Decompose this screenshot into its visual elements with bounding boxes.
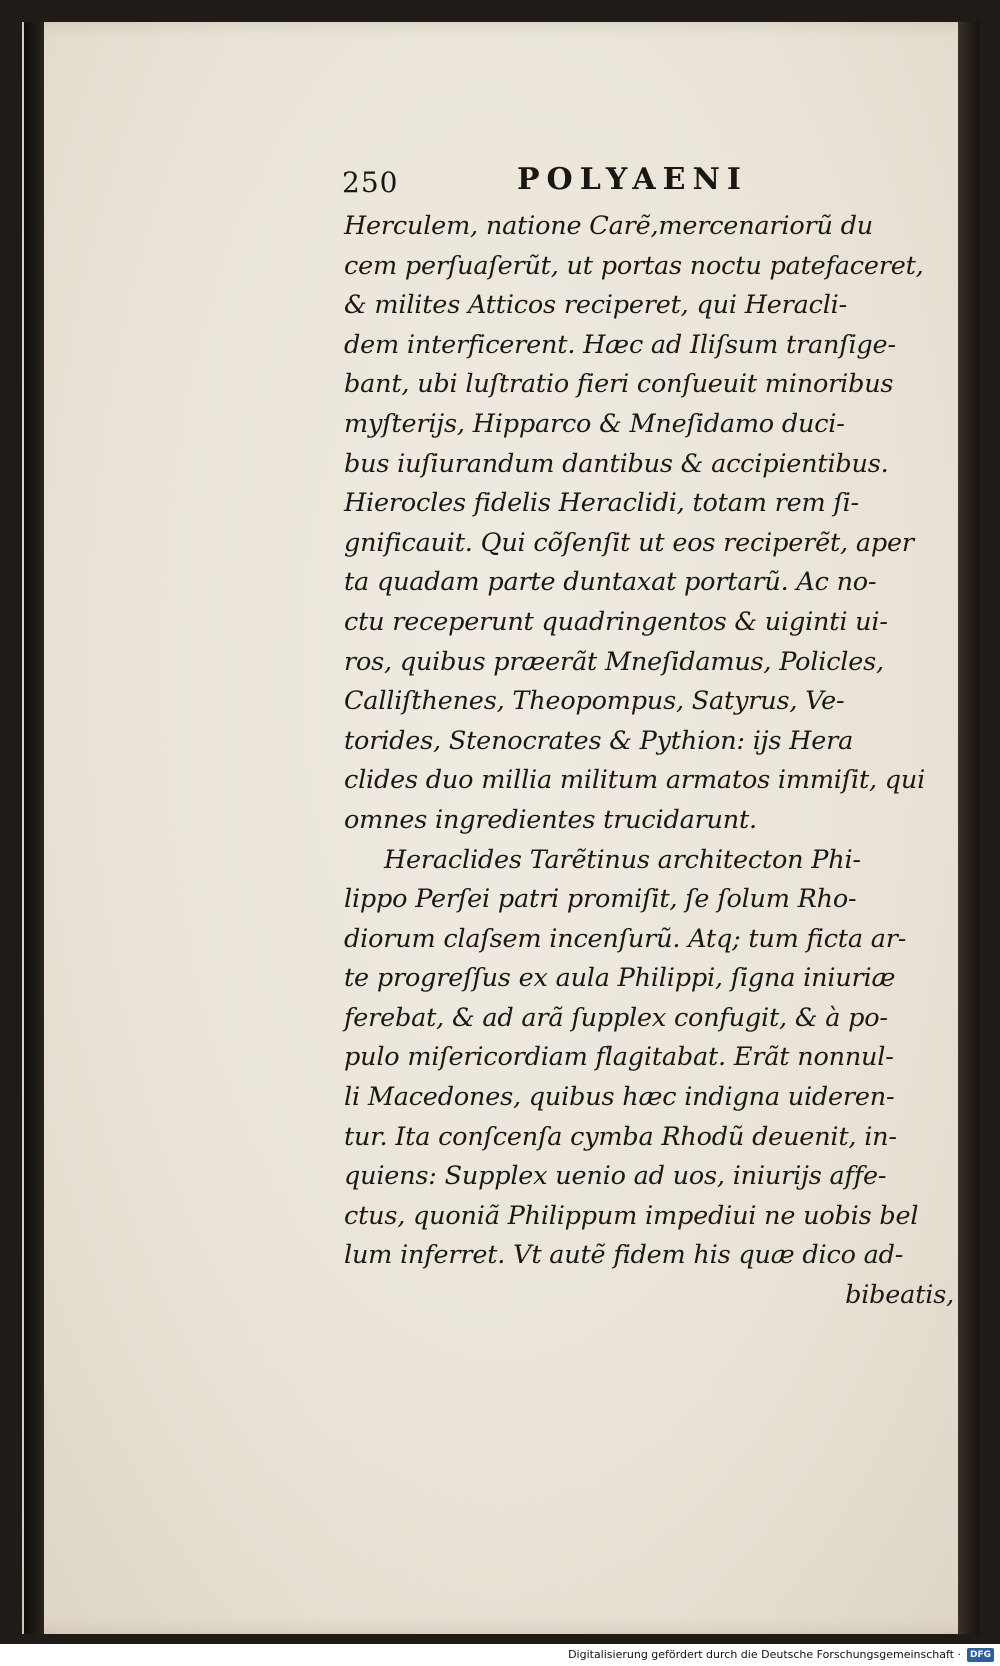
text-line: Calliſthenes, Theopompus, Satyrus, Ve- (344, 686, 845, 717)
text-line: tur. Ita conſcenſa cymba Rhodũ deuenit, in- (344, 1121, 897, 1152)
text-line: gnificauit. Qui cõſenſit ut eos reciperẽt, aper (344, 527, 914, 558)
running-head: POLYAENI (517, 162, 748, 197)
text-line: bant, ubi luſtratio fieri conſueuit minoribus (344, 369, 894, 400)
text-line: lum inferret. Vt autẽ fidem his quæ dico ad- (344, 1240, 904, 1271)
text-line: Herculem, natione Carẽ,mercenariorũ du (344, 211, 873, 241)
funding-credit: Digitalisierung gefördert durch die Deutsche Forschungsgemeinschaft · (568, 1648, 961, 1661)
book-page (22, 22, 980, 1634)
text-line: ctu receperunt quadringentos & uiginti ui- (344, 606, 888, 637)
text-line: ctus, quoniã Philippum impediui ne uobis bel (344, 1200, 919, 1231)
body-text (344, 207, 954, 1316)
text-line: pulo miſericordiam flagitabat. Erãt nonnul- (344, 1042, 894, 1073)
text-line: ferebat, & ad arã ſupplex confugit, & à po- (344, 1002, 888, 1033)
text-line: lippo Perſei patri promiſit, ſe ſolum Rho- (344, 884, 857, 915)
text-line: clides duo millia militum armatos immiſit, qui (344, 765, 926, 796)
text-line: torides, Stenocrates & Pythion: ijs Hera (344, 725, 854, 756)
dfg-logo: DFG (967, 1648, 994, 1662)
catchword: bibeatis, (845, 1280, 954, 1311)
text-line: ta quadam parte duntaxat portarũ. Ac no- (344, 567, 877, 598)
text-line: & milites Atticos reciperet, qui Heracli- (344, 290, 848, 321)
spine-shadow (24, 22, 44, 1634)
page-number: 250 (342, 166, 399, 199)
text-line: quiens: Supplex uenio ad uos, iniurijs affe- (344, 1161, 887, 1192)
text-line: Hierocles fidelis Heraclidi, totam rem ſi- (344, 488, 859, 519)
text-line: omnes ingredientes trucidarunt. (344, 804, 757, 835)
digitization-footer (0, 1644, 1000, 1666)
text-line: li Macedones, quibus hæc indigna uideren- (344, 1082, 895, 1113)
text-line: diorum claſsem incenſurũ. Atq; tum ficta ar- (344, 923, 907, 954)
page-header (342, 162, 772, 202)
text-line: ros, quibus præerãt Mneſidamus, Policles, (344, 646, 884, 677)
text-line: myſterijs, Hipparco & Mneſidamo duci- (344, 408, 845, 439)
paragraph-start-line: Heraclides Tarẽtinus architecton Phi- (384, 844, 861, 875)
text-line: te progreſſus ex aula Philippi, ſigna iniuriæ (344, 963, 896, 994)
page-edge-shadow (958, 22, 980, 1634)
text-line: bus iuſiurandum dantibus & accipientibus. (344, 448, 889, 479)
text-line: dem interficerent. Hæc ad Iliſsum tranſige- (344, 329, 896, 360)
text-line: cem perſuaſerũt, ut portas noctu patefaceret, (344, 250, 924, 281)
